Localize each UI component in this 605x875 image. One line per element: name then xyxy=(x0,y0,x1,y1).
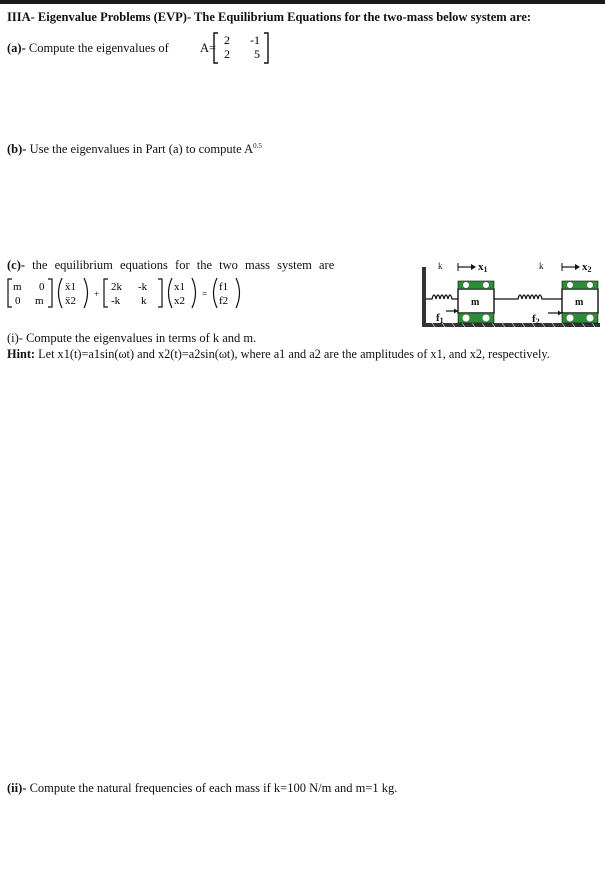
matrix-a-cell: -1 xyxy=(250,33,260,47)
spring-1 xyxy=(426,295,458,299)
mass-matrix-cell: 0 xyxy=(39,281,45,293)
force-f2-label: f2 xyxy=(532,313,540,326)
matrix-a-left-bracket xyxy=(214,33,218,63)
spring-1-label: k xyxy=(438,261,443,271)
accel-vector-cell: ẍ1 xyxy=(65,281,76,293)
part-a-line xyxy=(7,41,169,56)
problem-title: IIIA- Eigenvalue Problems (EVP)- The Equilibrium Equations for the two-mass below system are: xyxy=(7,10,532,24)
force-vector-cell: f1 xyxy=(219,281,229,293)
mass-matrix-cell: m xyxy=(35,295,44,307)
part-b-power: 0.5 xyxy=(253,142,262,150)
force-vector-cell: f2 xyxy=(219,295,229,307)
stiffness-matrix-cell: -k xyxy=(111,295,121,307)
matrix-a-name: A= xyxy=(200,41,217,55)
mass-2-label: m xyxy=(575,297,584,308)
mass-matrix-cell: 0 xyxy=(15,295,21,307)
stiffness-matrix-cell: 2k xyxy=(111,281,122,293)
force-f1-label: f1 xyxy=(436,312,444,325)
two-mass-system-diagram xyxy=(422,255,600,330)
spring-2-label: k xyxy=(539,261,544,271)
stiffness-matrix-cell: k xyxy=(141,295,147,307)
spring-2 xyxy=(494,295,562,299)
hint-text: Let x1(t)=a1sin(ωt) and x2(t)=a2sin(ωt), where a1 and a2 are the amplitudes of x1, and x2, respectively. xyxy=(38,347,550,361)
part-c-ii-label: (ii)- xyxy=(7,781,27,795)
part-b-text: Use the eigenvalues in Part (a) to compute A xyxy=(29,142,254,156)
x2-label: x2 xyxy=(582,261,592,274)
matrix-a xyxy=(212,30,272,66)
part-c-i-line xyxy=(7,331,256,346)
matrix-a-right-bracket xyxy=(264,33,268,63)
svg-text:+: + xyxy=(94,289,100,299)
part-c-line xyxy=(7,258,334,273)
mass-matrix-cell: m xyxy=(13,281,22,293)
matrix-a-cell: 2 xyxy=(224,47,230,61)
part-c-label: (c)- xyxy=(7,258,26,272)
x1-label: x1 xyxy=(478,261,488,274)
part-a-text: Compute the eigenvalues of xyxy=(28,41,169,55)
stiffness-matrix-cell: -k xyxy=(138,281,148,293)
part-c-ii-line xyxy=(7,781,397,796)
part-a-label: (a)- xyxy=(7,41,26,55)
part-c-ii-text: Compute the natural frequencies of each mass if k=100 N/m and m=1 kg. xyxy=(29,781,398,795)
hint-line xyxy=(7,347,550,362)
disp-vector-cell: x1 xyxy=(174,281,185,293)
fixed-wall xyxy=(422,267,426,327)
part-c-i-text: Compute the eigenvalues in terms of k and m. xyxy=(26,331,257,345)
equilibrium-equation xyxy=(7,276,247,310)
hint-label: Hint: xyxy=(7,347,36,361)
accel-vector-cell: ẍ2 xyxy=(65,295,76,307)
part-c-i-label: (i)- xyxy=(7,331,23,345)
disp-vector-cell: x2 xyxy=(174,295,185,307)
mass-1-label: m xyxy=(471,297,480,308)
svg-text:=: = xyxy=(202,289,208,299)
part-c-text: the equilibrium equations for the two mass system are xyxy=(32,258,335,272)
matrix-a-cell: 2 xyxy=(224,33,230,47)
top-rule xyxy=(0,0,605,4)
part-b-line xyxy=(7,139,262,157)
matrix-a-cell: 5 xyxy=(254,47,260,61)
part-b-label: (b)- xyxy=(7,142,27,156)
